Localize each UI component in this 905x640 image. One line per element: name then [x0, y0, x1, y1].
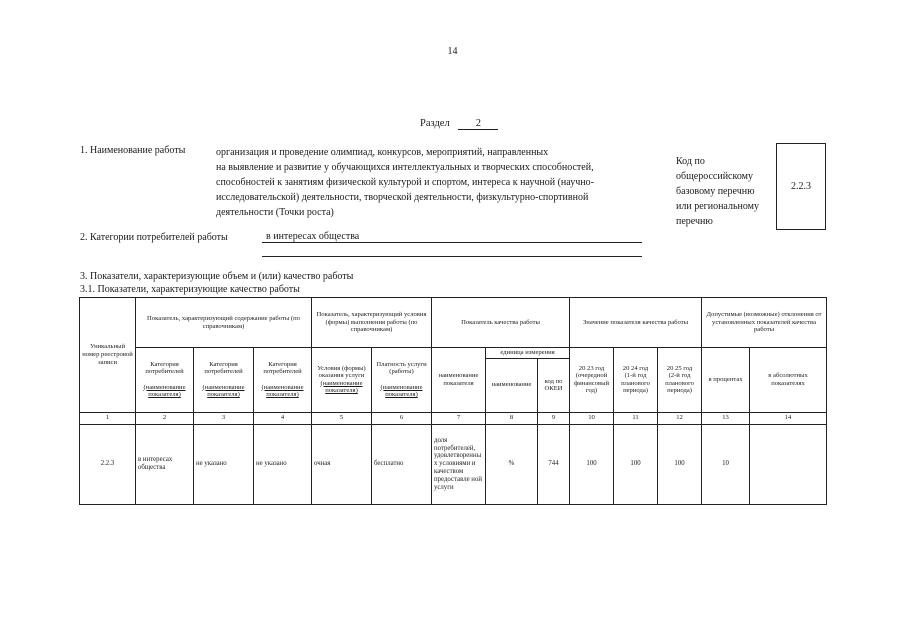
col-number: 12: [658, 412, 702, 424]
work-name-line: способностей к занятиям физической культурой и спортом, интереса к научной (научно-: [216, 177, 594, 188]
section-label: Раздел: [420, 118, 450, 129]
col-number: 7: [432, 412, 486, 424]
col-number: 5: [312, 412, 372, 424]
consumers-label: 2. Категории потребителей работы: [80, 232, 228, 243]
cell-dev-absolute: [750, 424, 827, 504]
work-name-line: деятельности (Точки роста): [216, 207, 334, 218]
cell-year-3: 100: [658, 424, 702, 504]
header-payment: Платность услуги (работы) (наименование показателя): [372, 348, 432, 413]
work-name-line: исследовательской) деятельности, творческой деятельности, физкультурно-спортивной: [216, 192, 589, 203]
work-name-text: [216, 145, 656, 220]
header-unit: единица измерения: [486, 348, 570, 359]
code-label: Код по общероссийскому базовому перечню или региональному перечню: [676, 156, 760, 227]
col-number: 6: [372, 412, 432, 424]
header-dev-percent: в процентах: [702, 348, 750, 413]
header-year-3: 20 25 год (2-й год планового периода): [658, 348, 702, 413]
code-value: 2.2.3: [791, 181, 811, 192]
code-box: [776, 143, 826, 230]
header-conditions-form: Условия (формы) оказания услуги (наименование показателя): [312, 348, 372, 413]
work-name-label: 1. Наименование работы: [80, 145, 186, 156]
work-name-line: на выявление и развитие у обучающихся интеллектуальных и творческих способностей,: [216, 162, 594, 173]
cell-year-1: 100: [570, 424, 614, 504]
cell-dev-percent: 10: [702, 424, 750, 504]
quality-table: [79, 297, 827, 505]
header-year-1: 20 23 год (очередной финансовый год): [570, 348, 614, 413]
table-row: [80, 424, 827, 504]
cell-category-3: не указано: [254, 424, 312, 504]
header-category-2: Категория потребителей (наименование показателя): [194, 348, 254, 413]
header-unit-code: код по ОКЕИ: [538, 358, 570, 412]
work-name-line: организация и проведение олимпиад, конкурсов, мероприятий, направленных: [216, 147, 549, 158]
col-number: 13: [702, 412, 750, 424]
col-number: 9: [538, 412, 570, 424]
header-quality-values: Значение показателя качества работы: [570, 298, 702, 348]
cell-registry-number: 2.2.3: [80, 424, 136, 504]
header-conditions-indicator: Показатель, характеризующий условия (формы) выполнения работы (по справочникам): [312, 298, 432, 348]
header-unit-name: наименование: [486, 358, 538, 412]
header-quality-indicator: Показатель качества работы: [432, 298, 570, 348]
col-number: 2: [136, 412, 194, 424]
col-number: 11: [614, 412, 658, 424]
page-number: 14: [447, 46, 458, 57]
col-number: 3: [194, 412, 254, 424]
header-indicator-name: наименование показателя: [432, 348, 486, 413]
col-number: 14: [750, 412, 827, 424]
section-heading: [420, 118, 498, 130]
header-category-3: Категория потребителей (наименование показателя): [254, 348, 312, 413]
cell-payment: бесплатно: [372, 424, 432, 504]
header-category-1: Категория потребителей (наименование показателя): [136, 348, 194, 413]
header-year-2: 20 24 год (1-й год планового периода): [614, 348, 658, 413]
cell-year-2: 100: [614, 424, 658, 504]
col-number: 8: [486, 412, 538, 424]
col-number: 4: [254, 412, 312, 424]
col-number: 1: [80, 412, 136, 424]
heading-3-1: 3.1. Показатели, характеризующие качество работы: [80, 284, 300, 295]
cell-form: очная: [312, 424, 372, 504]
cell-category-2: не указано: [194, 424, 254, 504]
header-dev-absolute: в абсолютных показателях: [750, 348, 827, 413]
cell-unit-name: %: [486, 424, 538, 504]
cell-category-1: в интересах общества: [136, 424, 194, 504]
section-number: 2: [458, 118, 498, 130]
heading-3: 3. Показатели, характеризующие объем и (или) качество работы: [80, 271, 354, 282]
consumers-underline: [262, 256, 642, 257]
header-unique-number: Уникальный номер реестровой записи: [80, 298, 136, 413]
header-deviation: Допустимые (возможные) отклонения от установленных показателей качества работы: [702, 298, 827, 348]
consumers-value: в интересах общества: [262, 231, 642, 243]
col-number: 10: [570, 412, 614, 424]
cell-indicator-name: доля потребителей, удовлетворенны х условиями и качеством предоставле ной услуги: [432, 424, 486, 504]
cell-unit-code: 744: [538, 424, 570, 504]
header-content-indicator: Показатель, характеризующий содержание работы (по справочникам): [136, 298, 312, 348]
